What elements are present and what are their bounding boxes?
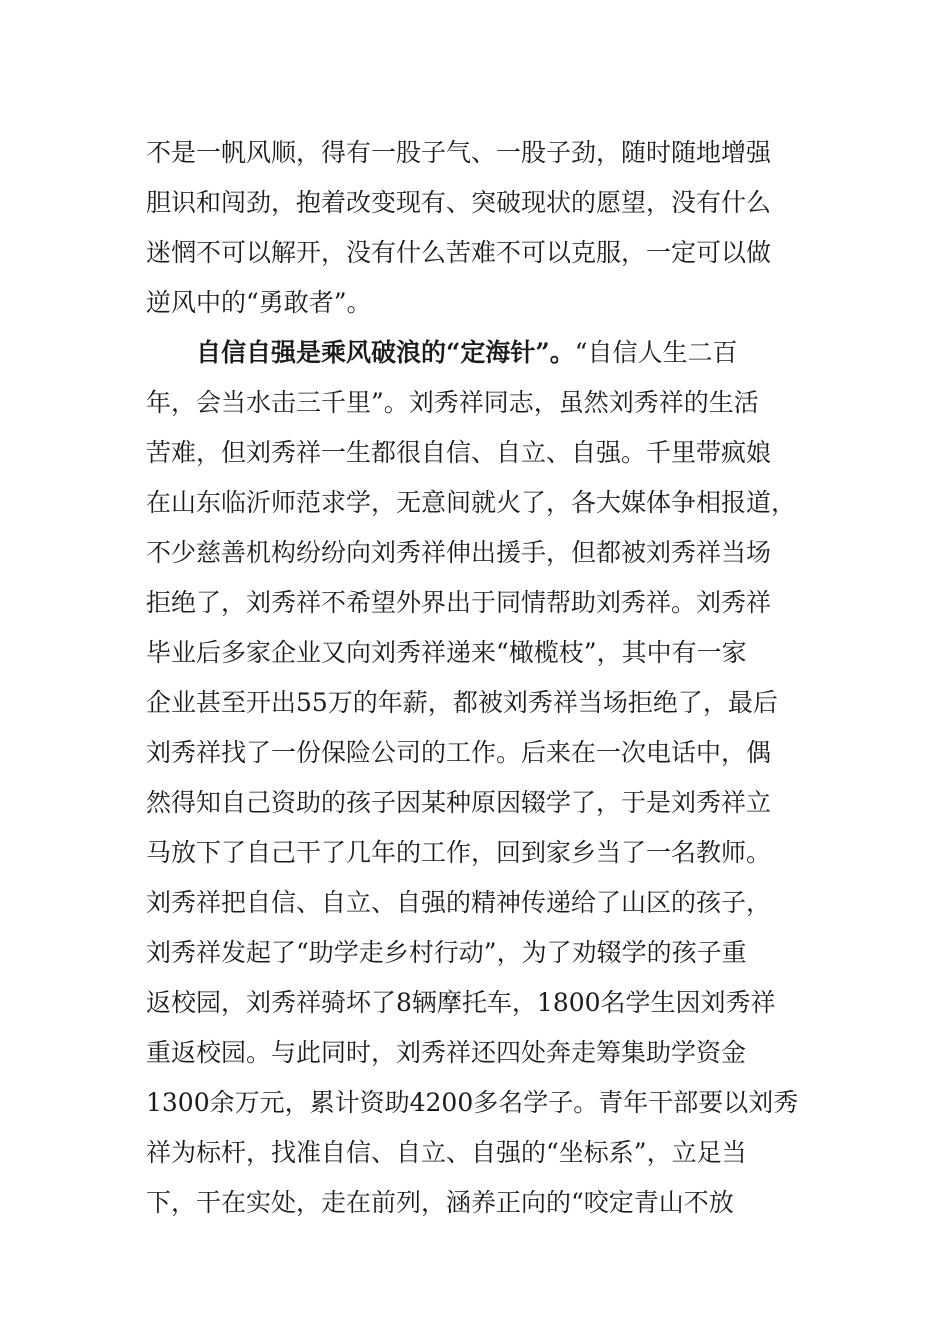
text-line: 祥为标杆，找准自信、自立、自强的“坐标系”，立足当 (146, 1138, 747, 1167)
text-line: 然得知自己资助的孩子因某种原因辍学了，于是刘秀祥立 (146, 788, 772, 817)
text-fragment: “自信人生二百 (574, 338, 738, 367)
text-line: 刘秀祥发起了“助学走乡村行动”，为了劝辍学的孩子重 (146, 938, 747, 967)
paragraph-first-line (146, 328, 806, 378)
text-line: 毕业后多家企业又向刘秀祥递来“橄榄枝”，其中有一家 (146, 638, 747, 667)
text-line: 胆识和闯劲，抱着改变现有、突破现状的愿望，没有什么 (146, 188, 772, 217)
text-line: 不少慈善机构纷纷向刘秀祥伸出援手，但都被刘秀祥当场 (146, 538, 772, 567)
text-line: 逆风中的“勇敢者”。 (146, 288, 372, 317)
paragraph-1 (146, 128, 806, 328)
text-line: 重返校园。与此同时，刘秀祥还四处奔走筹集助学资金 (146, 1038, 747, 1067)
paragraph-2 (146, 328, 806, 1228)
text-line: 拒绝了，刘秀祥不希望外界出于同情帮助刘秀祥。刘秀祥 (146, 588, 772, 617)
text-line: 迷惘不可以解开，没有什么苦难不可以克服，一定可以做 (146, 238, 772, 267)
text-line: 苦难，但刘秀祥一生都很自信、自立、自强。千里带疯娘 (146, 438, 772, 467)
body-text (146, 128, 806, 1228)
text-line: 下，干在实处，走在前列，涵养正向的“咬定青山不放 (146, 1188, 734, 1217)
text-line: 企业甚至开出55万的年薪，都被刘秀祥当场拒绝了，最后 (146, 688, 778, 717)
text-line: 年，会当水击三千里”。刘秀祥同志，虽然刘秀祥的生活 (146, 388, 759, 417)
text-line: 不是一帆风顺，得有一股子气、一股子劲，随时随地增强 (146, 138, 772, 167)
paragraph-heading: 自信自强是乘风破浪的“定海针”。 (196, 338, 575, 367)
text-line: 刘秀祥找了一份保险公司的工作。后来在一次电话中，偶 (146, 738, 772, 767)
text-line: 1300余万元，累计资助4200多名学子。青年干部要以刘秀 (146, 1088, 799, 1117)
text-line: 在山东临沂师范求学，无意间就火了，各大媒体争相报道， (146, 488, 797, 517)
text-line: 返校园，刘秀祥骑坏了8辆摩托车，1800名学生因刘秀祥 (146, 988, 776, 1017)
text-line: 马放下了自己干了几年的工作，回到家乡当了一名教师。 (146, 838, 772, 867)
text-line: 刘秀祥把自信、自立、自强的精神传递给了山区的孩子， (146, 888, 772, 917)
